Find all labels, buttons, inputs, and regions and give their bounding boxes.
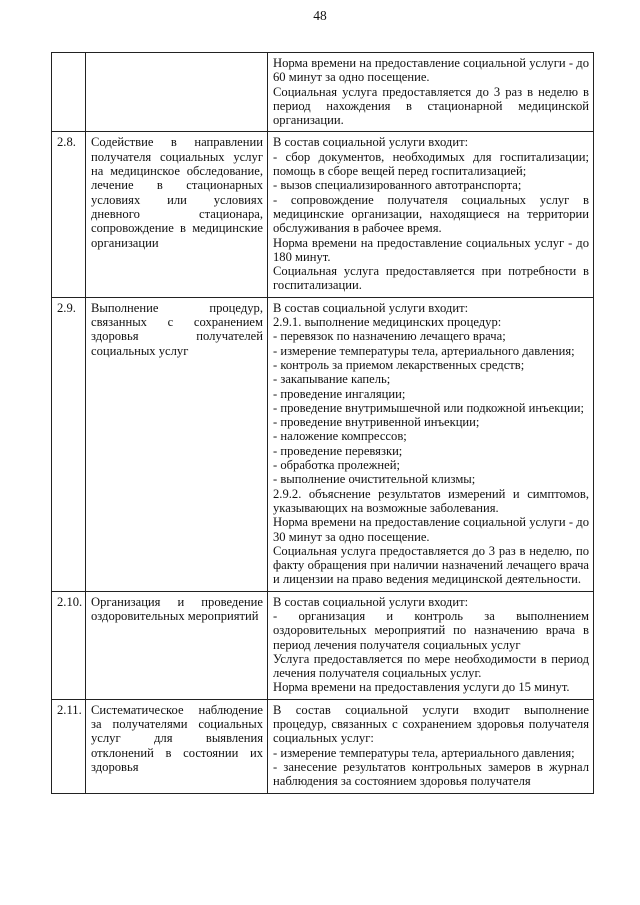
- description-line: - обработка пролежней;: [273, 458, 400, 473]
- description-line: Социальная услуга предоставляется до 3 раз в неделю, по факту обращения при наличии назначений лечащего врача и лицензии на право ведения медицинской деятельности.: [273, 543, 589, 587]
- service-name: [86, 53, 268, 132]
- description-line: - проведение внутримышечной или подкожной инъекции;: [273, 400, 585, 415]
- description-line: - проведение внутривенной инъекции;: [273, 415, 480, 430]
- description-line: В состав социальной услуги входит:: [273, 594, 469, 609]
- description-line: Норма времени на предоставления услуги до 15 минут.: [273, 680, 570, 695]
- description-line: Норма времени на предоставление социальной услуги - до 30 минут за одно посещение.: [273, 515, 589, 544]
- description-line: 2.9.1. выполнение медицинских процедур:: [273, 315, 502, 330]
- description-line: Норма времени на предоставление социальных услуг - до 180 минут.: [273, 235, 589, 264]
- service-description: [268, 591, 594, 699]
- description-line: Социальная услуга предоставляется при потребности в госпитализации.: [273, 264, 589, 293]
- description-line: - сопровождение получателя социальных услуг в медицинские организации, находящиеся на территории обслуживания в рабочее время.: [273, 192, 589, 236]
- service-name: Выполнение процедур, связанных с сохранением здоровья получателей социальных услуг: [86, 297, 268, 591]
- service-name: Организация и проведение оздоровительных мероприятий: [86, 591, 268, 699]
- services-table-body: [52, 53, 594, 794]
- description-line: - занесение результатов контрольных замеров в журнал наблюдения за состоянием здоровья получателя: [273, 759, 589, 789]
- description-line: Социальная услуга предоставляется до 3 раз в неделю в период нахождения в стационарной медицинской организации.: [273, 84, 589, 128]
- service-number: 2.11.: [52, 699, 86, 793]
- description-line: - вызов специализированного автотранспорта;: [273, 178, 522, 193]
- description-line: Услуга предоставляется по мере необходимости в период лечения получателя социальных услуг.: [273, 651, 589, 681]
- description-line: Норма времени на предоставление социальной услуги - до 60 минут за одно посещение.: [273, 56, 589, 85]
- service-description: [268, 297, 594, 591]
- description-line: В состав социальной услуги входит выполнение процедур, связанных с сохранением здоровья получателя социальных услуг:: [273, 702, 589, 746]
- services-table: [51, 52, 594, 794]
- service-description: [268, 132, 594, 297]
- description-line: В состав социальной услуги входит:: [273, 300, 469, 315]
- service-description: [268, 699, 594, 793]
- service-number: [52, 53, 86, 132]
- description-line: - измерение температуры тела, артериального давления;: [273, 745, 575, 760]
- service-description: [268, 53, 594, 132]
- description-line: 2.9.2. объяснение результатов измерений и симптомов, указывающих на возможные заболевания.: [273, 486, 589, 515]
- description-line: - контроль за приемом лекарственных средств;: [273, 357, 525, 372]
- table-row: [52, 53, 594, 132]
- description-line: - сбор документов, необходимых для госпитализации; помощь в сборе вещей перед госпитализацией;: [273, 149, 589, 179]
- page-number: 48: [313, 8, 327, 23]
- service-number: 2.9.: [52, 297, 86, 591]
- table-row: [52, 591, 594, 699]
- description-line: - выполнение очистительной клизмы;: [273, 472, 476, 487]
- table-row: [52, 297, 594, 591]
- description-line: В состав социальной услуги входит:: [273, 135, 469, 150]
- service-number: 2.10.: [52, 591, 86, 699]
- service-name: Систематическое наблюдение за получателями социальных услуг для выявления отклонений в состоянии их здоровья: [86, 699, 268, 793]
- description-line: - наложение компрессов;: [273, 429, 407, 444]
- description-line: - организация и контроль за выполнением оздоровительных мероприятий по назначению врача в период лечения получателя социальных услуг: [273, 608, 589, 652]
- table-row: [52, 132, 594, 297]
- description-line: - измерение температуры тела, артериального давления;: [273, 343, 575, 358]
- description-line: - закапывание капель;: [273, 372, 391, 387]
- description-line: - проведение ингаляции;: [273, 386, 406, 401]
- description-line: - проведение перевязки;: [273, 443, 403, 458]
- service-name: Содействие в направлении получателя социальных услуг на медицинское обследование, лечение в стационарных условиях или условиях дневного стационара, сопровождение в медицинские организации: [86, 132, 268, 297]
- description-line: - перевязок по назначению лечащего врача;: [273, 329, 506, 344]
- table-row: [52, 699, 594, 793]
- service-number: 2.8.: [52, 132, 86, 297]
